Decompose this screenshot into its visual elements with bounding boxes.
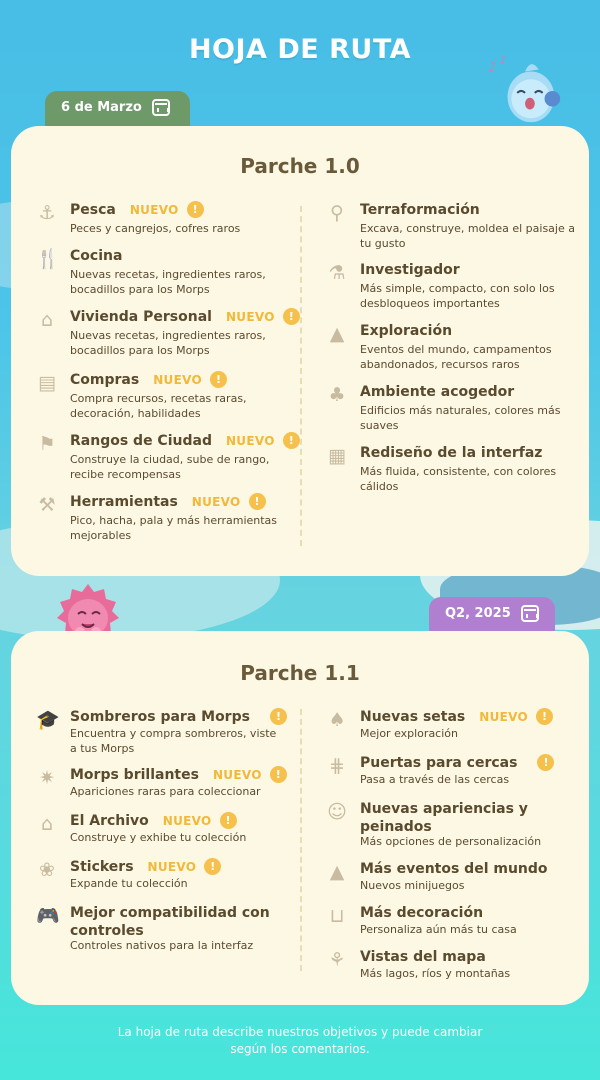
- sofa-icon: ⊔: [329, 905, 345, 927]
- release-date-label: 6 de Marzo: [61, 99, 142, 115]
- feature-name-text: Más eventos del mundo: [360, 861, 548, 877]
- exclamation-badge-icon: !: [283, 432, 300, 449]
- feature-name-text: Ambiente acogedor: [360, 384, 515, 400]
- feature-name: [360, 860, 548, 878]
- feature-name-text: Stickers: [70, 859, 134, 875]
- feature-name-text: Compras: [70, 372, 140, 388]
- feature-description: Pico, hacha, pala y más herramientas mejorables: [70, 514, 278, 542]
- sprout-icon: ♣: [328, 384, 346, 406]
- feature-name: [70, 371, 227, 389]
- graduation-hat-icon: 🎓: [36, 709, 60, 731]
- feature-name: [70, 201, 204, 219]
- exclamation-badge-icon: !: [204, 858, 221, 875]
- feature-name: [70, 493, 266, 511]
- page-title: HOJA DE RUTA: [188, 34, 412, 65]
- release-date-label: Q2, 2025: [445, 605, 511, 621]
- feature-name: [360, 800, 570, 836]
- feature-description: Eventos del mundo, campamentos abandonados, recursos raros: [360, 343, 552, 371]
- feature-description: Personaliza aún más tu casa: [360, 923, 517, 936]
- exclamation-badge-icon: !: [220, 812, 237, 829]
- calendar-icon: [152, 99, 170, 116]
- exclamation-badge-icon: !: [283, 308, 300, 325]
- shovel-icon: ⚲: [330, 202, 344, 224]
- feature-name: [360, 261, 460, 279]
- feature-description: Construye la ciudad, sube de rango, recibe recompensas: [70, 453, 270, 481]
- new-label: NUEVO: [191, 495, 241, 509]
- feature-name: [360, 201, 480, 219]
- calendar-icon: [521, 605, 539, 622]
- feature-name: [70, 308, 300, 326]
- exclamation-badge-icon: !: [210, 371, 227, 388]
- feature-name: [70, 904, 280, 940]
- feature-name-text: Más decoración: [360, 905, 484, 921]
- feature-name-text: Rediseño de la interfaz: [360, 445, 543, 461]
- fishing-hook-icon: ⚓: [38, 202, 56, 224]
- new-label: NUEVO: [212, 768, 262, 782]
- flask-icon: ⚗: [328, 262, 346, 284]
- feature-name: [70, 858, 221, 876]
- feature-name: [70, 432, 300, 450]
- feature-name-text: Cocina: [70, 248, 123, 264]
- feature-name-text: Vivienda Personal: [70, 309, 212, 325]
- feature-name-text: Exploración: [360, 323, 453, 339]
- column-divider: [300, 206, 302, 546]
- exclamation-badge-icon: !: [187, 201, 204, 218]
- feature-name: [70, 766, 287, 784]
- new-label: NUEVO: [162, 814, 212, 828]
- feature-name-text: Morps brillantes: [70, 767, 199, 783]
- patch-title: Parche 1.0: [240, 154, 360, 178]
- new-label: NUEVO: [147, 860, 197, 874]
- release-date-tag: [45, 91, 190, 129]
- feature-name: [360, 948, 486, 966]
- feature-description: Peces y cangrejos, cofres raros: [70, 222, 241, 235]
- feature-name: [70, 812, 237, 830]
- feature-name-text: Nuevas apariencias y peinados: [360, 801, 528, 835]
- feature-description: Expande tu colección: [70, 877, 188, 890]
- feature-description: Más simple, compacto, con solo los desbloqueos importantes: [360, 282, 555, 310]
- new-label: NUEVO: [153, 373, 202, 387]
- new-label: NUEVO: [479, 710, 529, 724]
- tulip-icon: ⚘: [328, 949, 346, 971]
- feature-description: Construye y exhibe tu colección: [70, 831, 247, 844]
- feature-name: [360, 754, 554, 772]
- exclamation-badge-icon: !: [270, 766, 287, 783]
- patch-1-0-card: [11, 126, 589, 576]
- mountain-icon: ▲: [329, 861, 345, 883]
- exclamation-badge-icon: !: [536, 708, 553, 725]
- feature-name-text: Sombreros para Morps: [70, 709, 250, 725]
- interface-icon: ▦: [328, 445, 346, 467]
- feature-name: [360, 708, 553, 726]
- svg-text:♪: ♪: [488, 59, 497, 76]
- feature-description: Pasa a través de las cercas: [360, 773, 510, 786]
- sticker-icon: ❀: [39, 859, 55, 881]
- feature-description: Nuevas recetas, ingredientes raros, bocadillos para los Morps: [70, 268, 266, 296]
- feature-name-text: Investigador: [360, 262, 460, 278]
- exclamation-badge-icon: !: [537, 754, 554, 771]
- patch-1-1-card: [11, 631, 589, 1005]
- feature-name: [360, 383, 514, 401]
- exclamation-badge-icon: !: [249, 493, 266, 510]
- feature-name: [360, 904, 483, 922]
- feature-description: Controles nativos para la interfaz: [70, 939, 254, 952]
- new-label: NUEVO: [129, 203, 179, 217]
- disclaimer-text: La hoja de ruta describe nuestros objetivos y puede cambiar según los comentarios.: [117, 1025, 483, 1056]
- feature-name: [360, 322, 452, 340]
- feature-description: Más opciones de personalización: [360, 835, 542, 848]
- feature-name: [70, 247, 122, 265]
- pickaxe-icon: ⚒: [38, 494, 56, 516]
- mountain-icon: ▲: [329, 323, 345, 345]
- feature-name-text: Mejor compatibilidad con controles: [70, 905, 270, 939]
- gamepad-icon: 🎮: [36, 905, 60, 927]
- new-label: NUEVO: [225, 434, 275, 448]
- feature-name-text: Puertas para cercas: [360, 755, 518, 771]
- patch-title: Parche 1.1: [240, 661, 360, 685]
- feature-description: Mejor exploración: [360, 727, 458, 740]
- feature-name-text: Nuevas setas: [360, 709, 466, 725]
- feature-description: Más fluida, consistente, con colores cálidos: [360, 465, 557, 493]
- release-date-tag: [429, 597, 555, 635]
- feature-name-text: Herramientas: [70, 494, 178, 510]
- sparkle-icon: ✷: [39, 767, 55, 789]
- shop-icon: ▤: [38, 372, 56, 394]
- mushroom-icon: ♠: [328, 709, 346, 731]
- feature-name: [360, 444, 542, 462]
- singing-mascot-icon: [488, 50, 566, 128]
- column-divider: [300, 709, 302, 971]
- flag-icon: ⚑: [38, 433, 56, 455]
- feature-description: Más lagos, ríos y montañas: [360, 967, 511, 980]
- feature-name-text: Rangos de Ciudad: [70, 433, 212, 449]
- feature-name-text: Pesca: [70, 202, 116, 218]
- archive-icon: ⌂: [40, 813, 54, 835]
- fence-gate-icon: ⋕: [329, 755, 345, 777]
- svg-text:♪: ♪: [499, 53, 507, 67]
- house-icon: ⌂: [40, 309, 54, 331]
- feature-description: Encuentra y compra sombreros, viste a tus Morps: [70, 727, 277, 755]
- feature-description: Excava, construye, moldea el paisaje a tu gusto: [360, 222, 575, 250]
- new-label: NUEVO: [225, 310, 275, 324]
- feature-name-text: Terraformación: [360, 202, 480, 218]
- feature-description: Edificios más naturales, colores más suaves: [360, 404, 561, 432]
- cutlery-icon: 🍴: [36, 248, 60, 270]
- feature-description: Apariciones raras para coleccionar: [70, 785, 261, 798]
- feature-name-text: Vistas del mapa: [360, 949, 486, 965]
- feature-description: Nuevos minijuegos: [360, 879, 465, 892]
- face-icon: ☺: [327, 801, 347, 823]
- feature-description: Compra recursos, recetas raras, decoración, habilidades: [70, 392, 247, 420]
- feature-name: [70, 708, 287, 726]
- feature-name-text: El Archivo: [70, 813, 149, 829]
- exclamation-badge-icon: !: [270, 708, 287, 725]
- feature-description: Nuevas recetas, ingredientes raros, bocadillos para los Morps: [70, 329, 266, 357]
